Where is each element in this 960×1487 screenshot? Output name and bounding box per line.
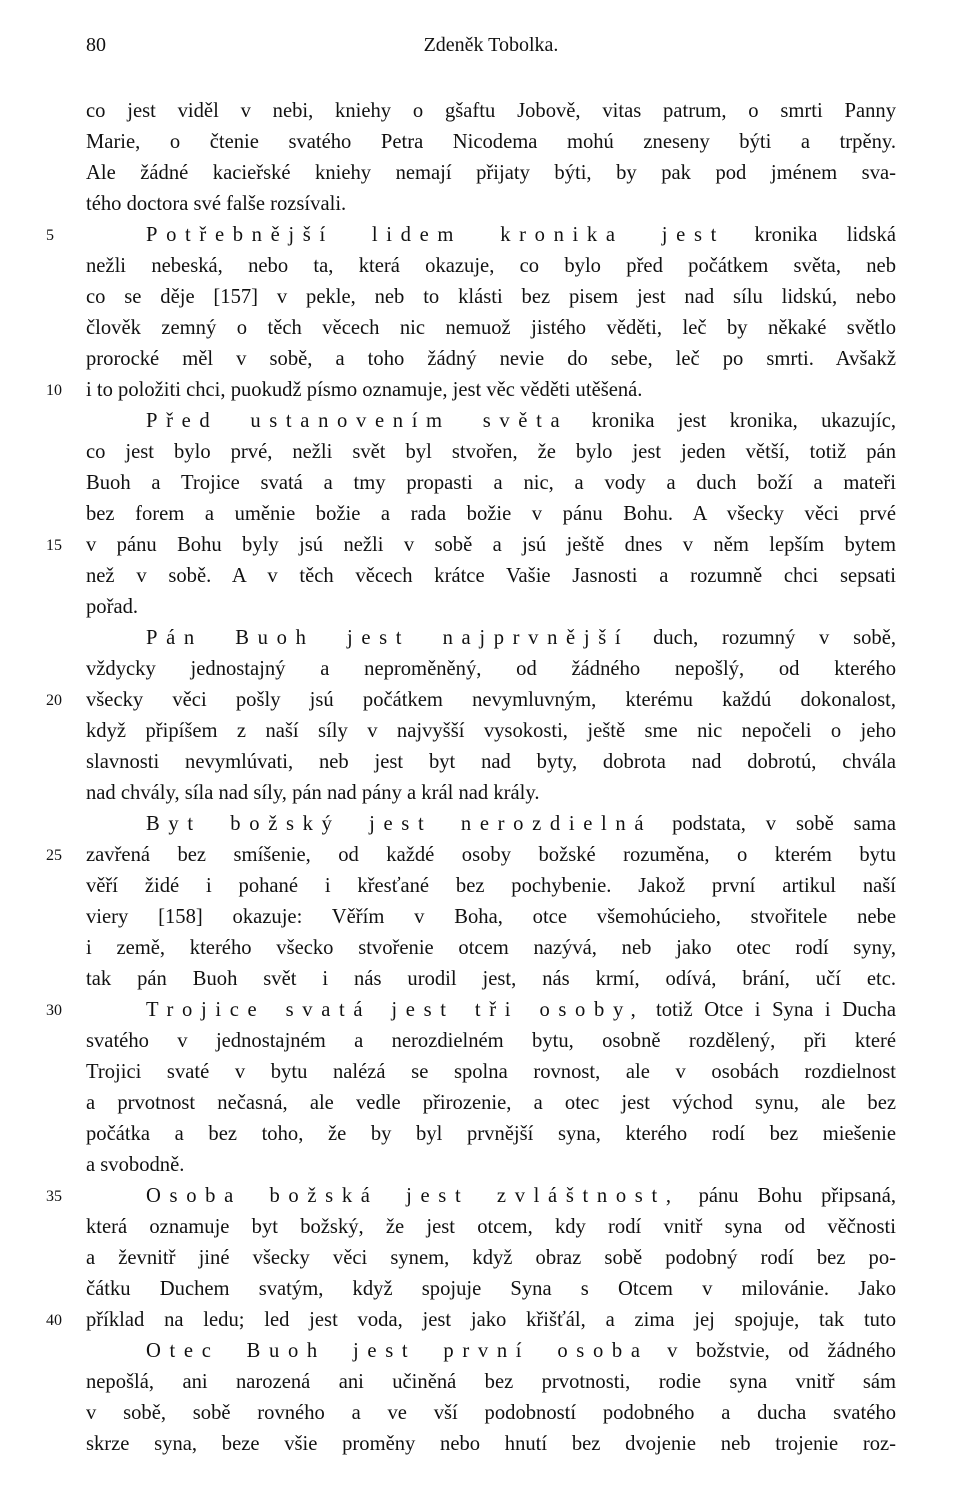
- line-text: věří židé i pohané i křesťané bez pochybenie. Jakož první artikul naší: [86, 875, 896, 897]
- text-line: [86, 313, 896, 344]
- text-line: [86, 902, 896, 933]
- line-text: která oznamuje byt božský, že jest otcem, kdy rodí vnitř syna od věčnosti: [86, 1216, 896, 1238]
- text-line: [86, 1367, 896, 1398]
- line-text: kronika jest kronika, ukazujíc,: [591, 410, 896, 432]
- text-line: [86, 499, 896, 530]
- line-content: [86, 592, 896, 623]
- line-text: pánu Bohu připsaná,: [698, 1185, 896, 1207]
- line-content: [86, 313, 896, 344]
- text-line: [86, 1429, 896, 1460]
- spaced-heading: Otec Buoh jest první osoba: [146, 1340, 649, 1362]
- line-content: [86, 747, 896, 778]
- line-text: duch, rozumný v sobě,: [653, 627, 897, 649]
- line-number: 20: [46, 692, 62, 709]
- line-text: a prvotnost nečasná, ale vedle přirozenie, a otec jest východ synu, ale bez: [86, 1092, 896, 1114]
- text-line: [86, 592, 896, 623]
- line-text: v božstvie, od žádného: [667, 1340, 896, 1362]
- line-content: [86, 871, 896, 902]
- text-line: [86, 1274, 896, 1305]
- spaced-heading: Před ustanovením světa: [146, 410, 569, 432]
- running-title: Zdeněk Tobolka.: [423, 34, 559, 56]
- page-number: 80: [86, 34, 106, 56]
- line-text: než v sobě. A v těch věcech krátce Vašie Jasnosti a rozumně chci sepsati: [86, 565, 896, 587]
- text-line: [46, 1181, 896, 1212]
- line-text: co se děje [157] v pekle, neb to klásti bez pisem jest nad sílu lidskú, nebo: [86, 286, 896, 308]
- text-line: [86, 406, 896, 437]
- line-number: 25: [46, 847, 62, 864]
- line-text: zavřená bez smíšenie, od každé osoby božské rozuměna, o kterém bytu: [86, 844, 896, 866]
- text-line: [86, 1119, 896, 1150]
- line-content: [86, 1398, 896, 1429]
- line-content: [86, 685, 896, 716]
- line-content: [86, 995, 896, 1026]
- line-content: [86, 344, 896, 375]
- text-line: [86, 344, 896, 375]
- text-line: [86, 251, 896, 282]
- line-content: [86, 189, 896, 220]
- text-line: [86, 778, 896, 809]
- line-text: podstata, v sobě sama: [672, 813, 896, 835]
- line-text: slavnosti nevymlúvati, neb jest byt nad byty, dobrota nad dobrotú, chvála: [86, 751, 896, 773]
- line-content: [86, 158, 896, 189]
- line-text: všecky věci pošly jsú počátkem nevymluvným, kterému každú dokonalost,: [86, 689, 896, 711]
- text-line: [86, 561, 896, 592]
- spaced-heading: Byt božský jest nerozdielná: [146, 813, 653, 835]
- line-content: [86, 809, 896, 840]
- text-line: [86, 1212, 896, 1243]
- line-text: a ževnitř jiné všecky věci synem, když obraz sobě podobný rodí bez po-: [86, 1247, 896, 1269]
- text-line: [86, 468, 896, 499]
- text-line: [86, 282, 896, 313]
- text-line: [46, 995, 896, 1026]
- text-line: [46, 220, 896, 251]
- line-content: [86, 468, 896, 499]
- line-number: 30: [46, 1002, 62, 1019]
- line-number: 5: [46, 227, 54, 244]
- text-line: [86, 747, 896, 778]
- text-line: [86, 437, 896, 468]
- line-text: bez forem a uměnie božie a rada božie v pánu Bohu. A všecky věci prvé: [86, 503, 896, 525]
- text-line: [86, 654, 896, 685]
- text-line: [86, 158, 896, 189]
- line-text: co jest bylo prvé, nežli svět byl stvořen, že bylo jest jeden větší, totiž pán: [86, 441, 896, 463]
- text-line: [86, 1057, 896, 1088]
- text-line: [86, 127, 896, 158]
- text-line: [86, 1398, 896, 1429]
- line-content: [86, 1150, 896, 1181]
- text-line: [86, 1336, 896, 1367]
- line-content: [86, 1243, 896, 1274]
- line-content: [86, 499, 896, 530]
- spaced-heading: Pán Buoh jest najprvnější: [146, 627, 630, 649]
- line-content: [86, 530, 896, 561]
- line-content: [86, 1274, 896, 1305]
- line-text: i to položiti chci, puokudž písmo oznamuje, jest věc věděti utěšená.: [86, 379, 643, 401]
- text-line: [46, 375, 896, 406]
- line-content: [86, 251, 896, 282]
- line-text: Trojici svaté v bytu nalézá se spolna rovnost, ale v osobách rozdielnost: [86, 1061, 896, 1083]
- line-text: příklad na ledu; led jest voda, jest jako křišťál, a zima jej spojuje, tak tuto: [86, 1309, 896, 1331]
- text-line: [86, 1243, 896, 1274]
- line-text: Ale žádné kacieřské kniehy nemají přijaty býti, by pak pod jménem sva-: [86, 162, 896, 184]
- line-content: [86, 1181, 896, 1212]
- line-text: v pánu Bohu byly jsú nežli v sobě a jsú ještě dnes v něm lepším bytem: [86, 534, 896, 556]
- line-text: v sobě, sobě rovného a ve vší podobností podobného a ducha svatého: [86, 1402, 896, 1424]
- line-content: [86, 933, 896, 964]
- text-line: [46, 530, 896, 561]
- line-text: viery [158] okazuje: Věřím v Boha, otce všemohúcieho, stvořitele nebe: [86, 906, 896, 928]
- line-text: člověk zemný o těch věcech nic nemuož jistého věděti, leč by někaké světlo: [86, 317, 896, 339]
- line-content: [86, 282, 896, 313]
- line-text: nežli nebeská, nebo ta, která okazuje, co bylo před počátkem světa, neb: [86, 255, 896, 277]
- spaced-heading: Trojice svatá jest tři osoby,: [146, 999, 645, 1021]
- text-line: [86, 189, 896, 220]
- line-content: [86, 1429, 896, 1460]
- line-content: [86, 623, 896, 654]
- line-text: pořad.: [86, 596, 139, 618]
- text-line: [46, 840, 896, 871]
- line-number: 15: [46, 537, 62, 554]
- line-content: [86, 840, 896, 871]
- line-text: Buoh a Trojice svatá a tmy propasti a nic, a vody a duch boží a mateři: [86, 472, 896, 494]
- line-content: [86, 1057, 896, 1088]
- line-content: [86, 964, 896, 995]
- line-content: [86, 375, 896, 406]
- line-text: totiž Otce i Syna i Ducha: [656, 999, 896, 1021]
- line-text: prorocké měl v sobě, a toho žádný nevie do sebe, leč po smrti. Avšakž: [86, 348, 896, 370]
- line-text: vždycky jednostajný a neproměněný, od žádného nepošlý, od kterého: [86, 658, 896, 680]
- line-text: skrze syna, beze všie proměny nebo hnutí bez dvojenie neb trojenie roz-: [86, 1433, 896, 1455]
- line-text: čátku Duchem svatým, když spojuje Syna s Otcem v milovánie. Jako: [86, 1278, 896, 1300]
- line-text: svatého v jednostajném a nerozdielném bytu, osobně rozdělený, při které: [86, 1030, 896, 1052]
- line-number: 35: [46, 1188, 62, 1205]
- line-number: 40: [46, 1312, 62, 1329]
- line-content: [86, 654, 896, 685]
- spaced-heading: Potřebnější lidem kronika jest: [146, 224, 725, 246]
- line-number: 10: [46, 382, 62, 399]
- line-content: [86, 1026, 896, 1057]
- line-content: [86, 1367, 896, 1398]
- line-content: [86, 96, 896, 127]
- running-header: [86, 34, 896, 64]
- line-content: [86, 1212, 896, 1243]
- line-text: nepošlá, ani narozená ani učiněná bez prvotnosti, rodie syna vnitř sám: [86, 1371, 896, 1393]
- text-line: [86, 871, 896, 902]
- line-content: [86, 437, 896, 468]
- line-text: když připíšem z naší síly v najvyšší vysokosti, ještě sme nic nepočeli o jeho: [86, 720, 896, 742]
- line-content: [86, 902, 896, 933]
- line-content: [86, 1119, 896, 1150]
- text-line: [86, 933, 896, 964]
- line-content: [86, 220, 896, 251]
- text-line: [86, 964, 896, 995]
- spaced-heading: Osoba božská jest zvláštnost,: [146, 1185, 680, 1207]
- line-text: nad chvály, síla nad síly, pán nad pány a král nad krály.: [86, 782, 540, 804]
- line-content: [86, 1336, 896, 1367]
- text-line: [86, 1026, 896, 1057]
- line-content: [86, 406, 896, 437]
- text-line: [46, 1305, 896, 1336]
- line-text: tak pán Buoh svět i nás urodil jest, nás krmí, odívá, brání, učí etc.: [86, 968, 896, 990]
- line-content: [86, 1305, 896, 1336]
- text-line: [46, 685, 896, 716]
- line-text: co jest viděl v nebi, kniehy o gšaftu Jobově, vitas patrum, o smrti Panny: [86, 100, 896, 122]
- line-content: [86, 1088, 896, 1119]
- line-content: [86, 716, 896, 747]
- line-content: [86, 561, 896, 592]
- text-line: [86, 809, 896, 840]
- page-text: [46, 96, 897, 1460]
- line-content: [86, 778, 896, 809]
- line-text: počátka a bez toho, že by byl prvnější syna, kterého rodí bez miešenie: [86, 1123, 896, 1145]
- text-line: [86, 1088, 896, 1119]
- line-text: i země, kterého všecko stvořenie otcem nazývá, neb jako otec rodí syny,: [86, 937, 896, 959]
- line-text: kronika lidská: [754, 224, 896, 246]
- text-line: [86, 623, 896, 654]
- line-text: Marie, o čtenie svatého Petra Nicodema mohú zneseny býti a trpěny.: [86, 131, 896, 153]
- line-text: a svobodně.: [86, 1154, 185, 1176]
- line-content: [86, 127, 896, 158]
- line-text: tého doctora své falše rozsívali.: [86, 193, 347, 215]
- text-line: [86, 1150, 896, 1181]
- text-line: [86, 96, 896, 127]
- text-line: [86, 716, 896, 747]
